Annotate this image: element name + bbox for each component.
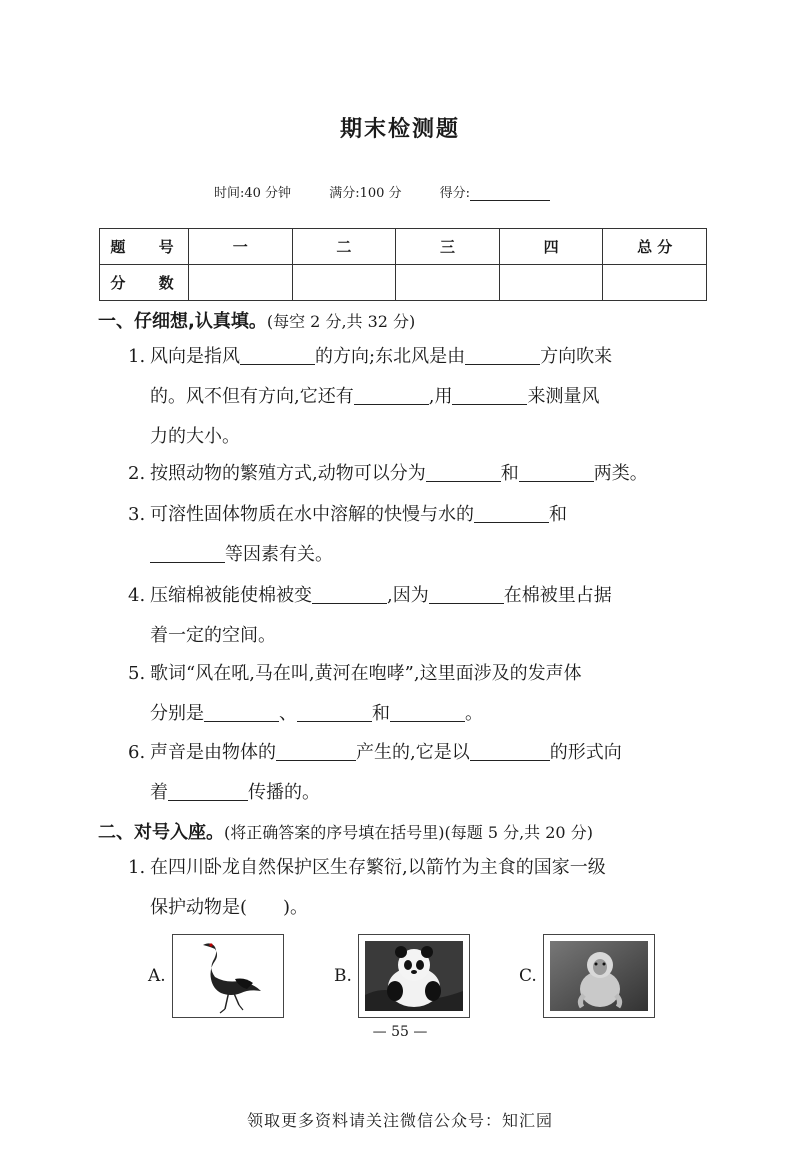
header-cell: 一	[189, 229, 293, 265]
question-text: 的。风不但有方向,它还有	[150, 386, 354, 407]
answer-blank[interactable]	[426, 463, 501, 482]
question-text: 力的大小。	[150, 426, 240, 447]
answer-blank[interactable]	[474, 504, 549, 523]
question-1-3	[128, 495, 713, 575]
answer-blank[interactable]	[354, 386, 429, 405]
question-text: 来测量风	[527, 386, 600, 407]
header-cell: 二	[292, 229, 396, 265]
question-text: 在棉被里占据	[503, 585, 612, 606]
question-text: 压缩棉被能使棉被变	[150, 585, 312, 606]
question-text: 可溶性固体物质在水中溶解的快慢与水的	[150, 504, 474, 525]
question-text: 方向吹来	[540, 346, 613, 367]
score-table-header-row	[100, 229, 707, 265]
question-number: 1.	[128, 346, 146, 367]
answer-blank[interactable]	[204, 703, 279, 722]
full-score: 满分:100 分	[329, 186, 402, 201]
answer-blank[interactable]	[168, 782, 248, 801]
golden-monkey-image	[543, 934, 655, 1018]
score-cell[interactable]	[499, 265, 603, 301]
question-text: ,用	[428, 386, 453, 407]
section-note: (将正确答案的序号填在括号里)(每题 5 分,共 20 分)	[224, 823, 593, 842]
question-text: 按照动物的繁殖方式,动物可以分为	[150, 463, 426, 484]
score-table	[99, 228, 707, 301]
score-cell[interactable]	[292, 265, 396, 301]
monkey-icon	[544, 935, 654, 1017]
question-text: 、	[279, 703, 297, 724]
score-label: 得分:	[439, 186, 471, 201]
question-text: 分别是	[150, 703, 204, 724]
question-text: 传播的。	[248, 782, 320, 803]
option-label: A.	[148, 966, 166, 986]
question-text: 声音是由物体的	[150, 742, 276, 763]
question-text: 和	[500, 463, 519, 484]
question-1-5	[128, 654, 713, 734]
header-cell: 四	[499, 229, 603, 265]
question-text: 和	[549, 504, 567, 525]
answer-blank[interactable]	[452, 386, 527, 405]
crane-image	[172, 934, 284, 1018]
question-text: 产生的,它是以	[356, 742, 470, 763]
answer-blank[interactable]	[390, 703, 465, 722]
exam-meta	[214, 182, 550, 201]
header-cell: 总 分	[603, 229, 707, 265]
answer-blank[interactable]	[240, 346, 315, 365]
question-1-6	[128, 733, 713, 813]
question-text: 风向是指风	[150, 346, 240, 367]
panda-icon	[359, 935, 469, 1017]
time-limit: 时间:40 分钟	[214, 186, 292, 201]
answer-blank[interactable]	[470, 742, 550, 761]
question-text: )。	[283, 897, 309, 918]
question-1-1	[128, 337, 713, 457]
question-number: 3.	[128, 504, 146, 525]
score-cell[interactable]	[396, 265, 500, 301]
question-text: 。	[465, 703, 483, 724]
answer-blank[interactable]	[297, 703, 372, 722]
question-1-4	[128, 576, 713, 656]
answer-blank[interactable]	[312, 585, 387, 604]
question-number: 1.	[128, 857, 146, 878]
question-1-2	[128, 454, 713, 494]
row-label: 分 数	[100, 265, 189, 301]
section-1-heading	[98, 307, 415, 333]
question-text: 的方向;东北风是由	[315, 346, 466, 367]
question-text: 着一定的空间。	[150, 625, 276, 646]
answer-blank[interactable]	[150, 544, 225, 563]
score-table-value-row	[100, 265, 707, 301]
answer-blank[interactable]	[429, 585, 504, 604]
question-number: 5.	[128, 663, 146, 684]
header-cell: 三	[396, 229, 500, 265]
question-text: 两类。	[593, 463, 648, 484]
answer-blank[interactable]	[276, 742, 356, 761]
option-label: B.	[334, 966, 352, 986]
question-text: 着	[150, 782, 168, 803]
question-text: ,因为	[387, 585, 429, 606]
question-text: 和	[372, 703, 390, 724]
answer-blank[interactable]	[519, 463, 594, 482]
section-title: 一、仔细想,认真填。	[98, 311, 267, 332]
question-2-1	[128, 848, 713, 928]
score-cell[interactable]	[189, 265, 293, 301]
crane-icon	[173, 935, 283, 1017]
question-number: 2.	[128, 463, 146, 484]
question-text: 在四川卧龙自然保护区生存繁衍,以箭竹为主食的国家一级	[150, 857, 606, 878]
section-title: 二、对号入座。	[98, 822, 224, 843]
section-2-heading	[98, 818, 593, 844]
question-number: 6.	[128, 742, 146, 763]
page-title: 期末检测题	[339, 117, 460, 142]
answer-options	[148, 934, 668, 1018]
footer-note: 领取更多资料请关注微信公众号：知汇园	[246, 1111, 553, 1130]
section-note: (每空 2 分,共 32 分)	[266, 312, 416, 331]
answer-blank[interactable]	[465, 346, 540, 365]
option-label: C.	[519, 966, 537, 986]
question-text: 等因素有关。	[225, 544, 333, 565]
score-cell[interactable]	[603, 265, 707, 301]
panda-image	[358, 934, 470, 1018]
question-text: 的形式向	[549, 742, 622, 763]
page-number: — 55 —	[372, 1024, 428, 1040]
score-blank[interactable]	[470, 188, 550, 201]
question-text: 歌词“风在吼,马在叫,黄河在咆哮”,这里面涉及的发声体	[150, 663, 582, 684]
question-text: 保护动物是(	[150, 897, 248, 918]
question-number: 4.	[128, 585, 146, 606]
header-cell: 题 号	[100, 229, 189, 265]
